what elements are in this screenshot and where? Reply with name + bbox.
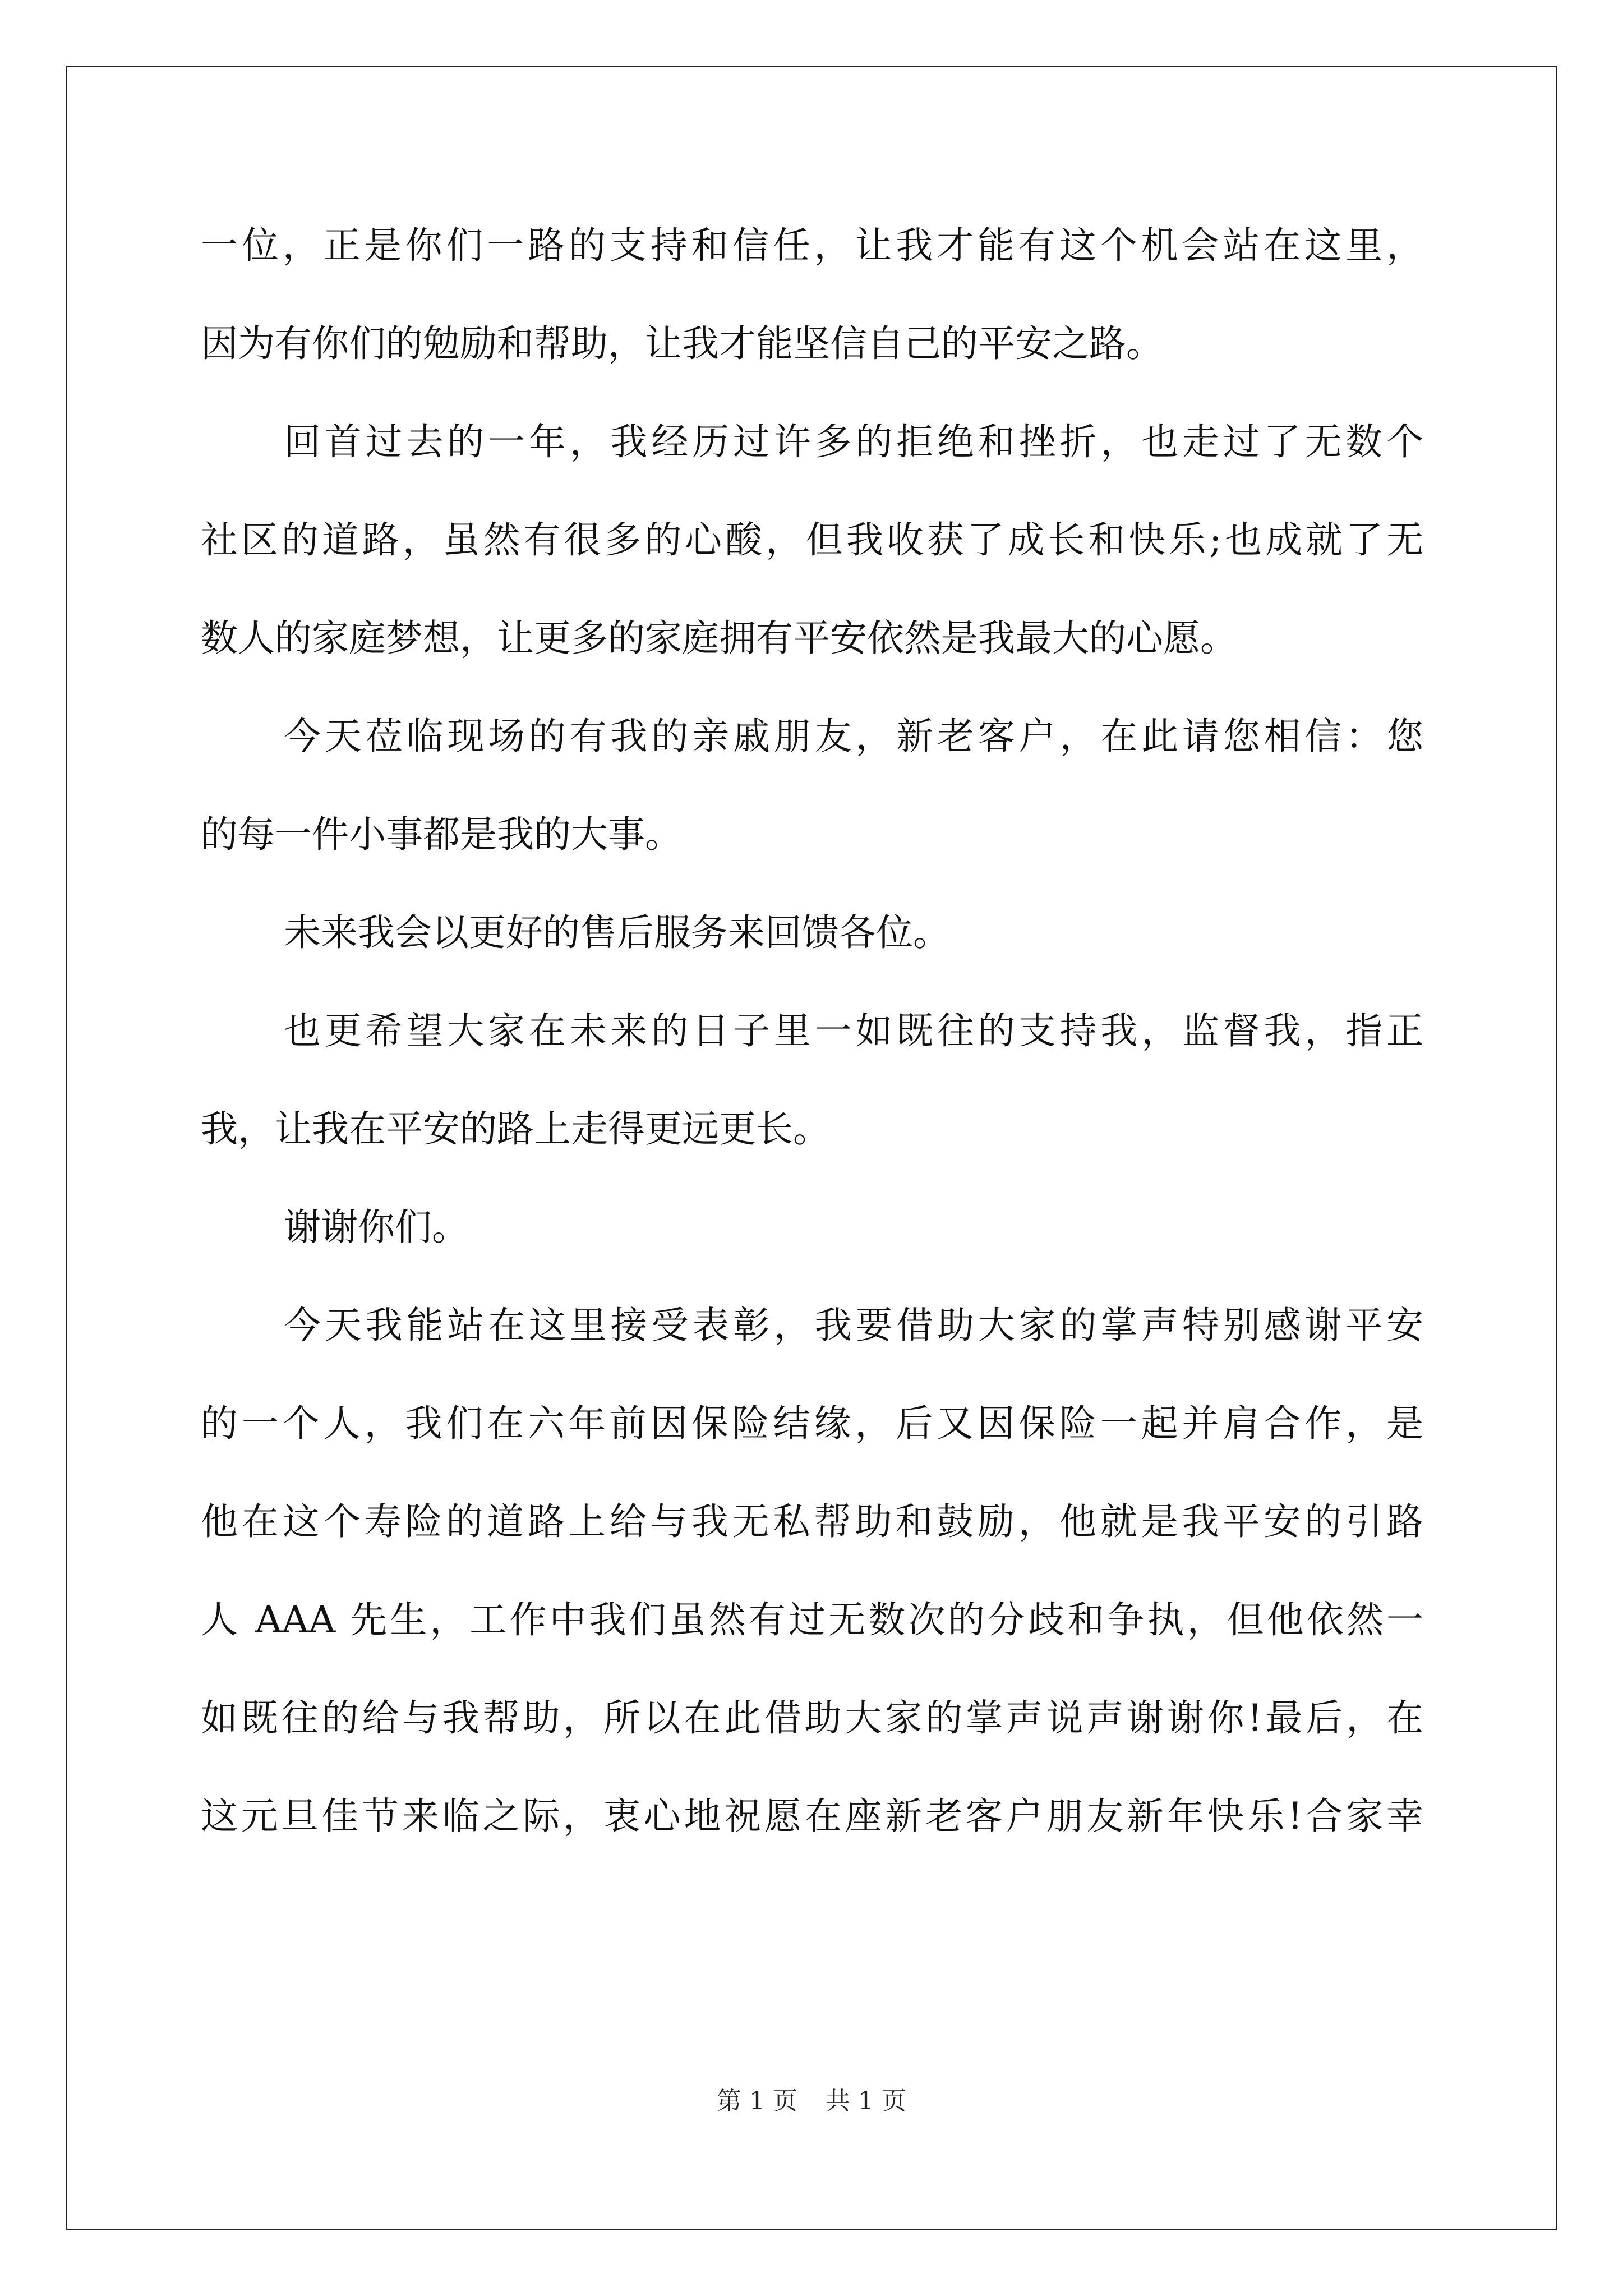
text-line: 也更希望大家在未来的日子里一如既往的支持我，监督我，指正 <box>284 1009 1423 1052</box>
text-line: 今天莅临现场的有我的亲戚朋友，新老客户，在此请您相信：您 <box>284 715 1423 758</box>
text-line: 这元旦佳节来临之际，衷心地祝愿在座新老客户朋友新年快乐!合家幸 <box>201 1795 1423 1838</box>
text-line: 社区的道路，虽然有很多的心酸，但我收获了成长和快乐;也成就了无 <box>201 518 1423 562</box>
text-line: 人 AAA 先生，工作中我们虽然有过无数次的分歧和争执，但他依然一 <box>201 1598 1423 1641</box>
text-line: 一位，正是你们一路的支持和信任，让我才能有这个机会站在这里， <box>201 224 1423 267</box>
text-line: 他在这个寿险的道路上给与我无私帮助和鼓励，他就是我平安的引路 <box>201 1500 1423 1543</box>
text-line: 今天我能站在这里接受表彰，我要借助大家的掌声特别感谢平安 <box>284 1304 1423 1347</box>
document-body <box>201 196 1423 1865</box>
text-line: 的每一件小事都是我的大事。 <box>201 813 682 856</box>
page-footer <box>0 2085 1623 2118</box>
text-line: 我，让我在平安的路上走得更远更长。 <box>201 1107 830 1151</box>
text-line: 数人的家庭梦想，让更多的家庭拥有平安依然是我最大的心愿。 <box>201 616 1237 660</box>
text-line: 回首过去的一年，我经历过许多的拒绝和挫折，也走过了无数个 <box>284 420 1423 463</box>
page-number: 第 1 页 <box>717 2087 797 2115</box>
text-line: 因为有你们的勉励和帮助，让我才能坚信自己的平安之路。 <box>201 322 1163 365</box>
text-line: 如既往的给与我帮助，所以在此借助大家的掌声说声谢谢你!最后，在 <box>201 1696 1423 1740</box>
text-line: 谢谢你们。 <box>284 1205 469 1249</box>
text-line: 未来我会以更好的售后服务来回馈各位。 <box>284 911 950 954</box>
text-line: 的一个人，我们在六年前因保险结缘，后又因保险一起并肩合作，是 <box>201 1402 1423 1445</box>
page-total: 共 1 页 <box>826 2087 906 2115</box>
